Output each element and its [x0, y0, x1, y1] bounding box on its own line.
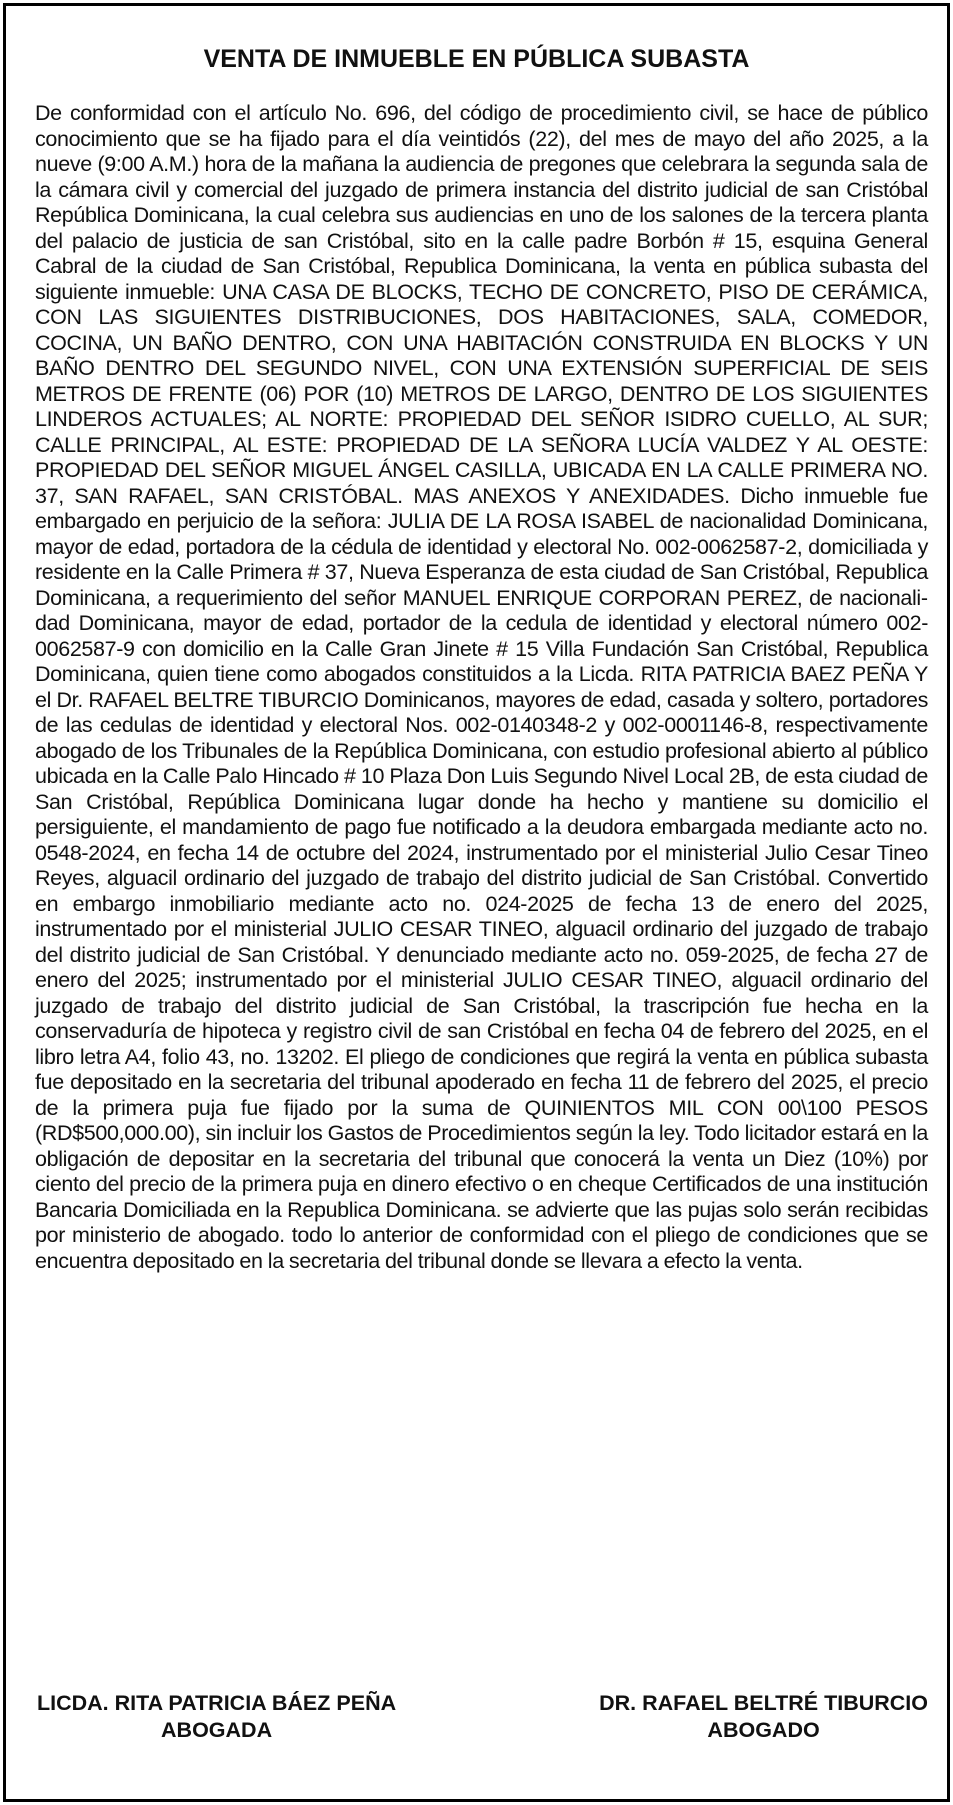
- signature-left: [37, 1690, 396, 1744]
- notice-body: De conformidad con el artículo No. 696, del código de procedimiento civil, se hace de público conocimiento que se ha fijado para el día veintidós (22), del mes de mayo del año 2025, a la nueve (9:00 A.M.) hora de la mañana la audiencia de pregones que celebrara la segunda sala de la cámara civil y comercial del juzgado de primera instancia del distrito judicial de san Cristóbal República Dominicana, la cual celebra sus audiencias en uno de los salones de la tercera planta del palacio de justicia de san Cristóbal, sito en la calle padre Borbón # 15, esquina General Cabral de la ciudad de San Cristóbal, Republica Dominicana, la venta en pública subasta del siguiente inmueble: UNA CASA DE BLOCKS, TECHO DE CONCRETO, PISO DE CERÁMICA, CON LAS SIGUIENTES DISTRIBUCIONES, DOS HABITACIONES, SALA, COMEDOR, COCINA, UN BAÑO DENTRO, CON UNA HABITACIÓN CONSTRUIDA EN BLOCKS Y UN BAÑO DENTRO DEL SEGUNDO NIVEL, CON UNA EXTENSIÓN SUPERFICIAL DE SEIS METROS DE FRENTE (06) POR (10) METROS DE LARGO, DENTRO DE LOS SIGUIENTES LINDEROS ACTUALES; AL NORTE: PROPIEDAD DEL SEÑOR ISIDRO CUELLO, AL SUR; CALLE PRINCIPAL, AL ESTE: PROPIEDAD DE LA SEÑORA LUCÍA VALDEZ Y AL OESTE: PROPIEDAD DEL SEÑOR MIGUEL ÁNGEL CASILLA, UBICADA EN LA CALLE PRIMERA NO. 37, SAN RAFAEL, SAN CRISTÓBAL. MAS ANEXOS Y ANEXIDADES. Dicho inmueble fue embargado en perjuicio de la señora: JULIA DE LA ROSA ISABEL de nacionalidad Dominicana, mayor de edad, portadora de la cédula de identidad y electoral No. 002-0062587-2, domiciliada y residente en la Calle Primera # 37, Nueva Esperanza de esta ciudad de San Cristóbal, Republica Dominicana, a requerimiento del señor MANUEL ENRIQUE CORPORAN PEREZ, de nacionalidad Dominicana, mayor de edad, portador de la cedula de identidad y electoral número 002-0062587-9 con domicilio en la Calle Gran Jinete # 15 Villa Fundación San Cristóbal, Republica Dominicana, quien tiene como abogados constituidos a la Licda. RITA PATRICIA BAEZ PEÑA Y el Dr. RAFAEL BELTRE TIBURCIO Dominicanos, mayores de edad, casada y soltero, portadores de las cedulas de identidad y electoral Nos. 002-0140348-2 y 002-0001146-8, respectivamente abogado de los Tribunales de la República Dominicana, con estudio profesional abierto al público ubicada en la Calle Palo Hincado # 10 Plaza Don Luis Segundo Nivel Local 2B, de esta ciudad de San Cristóbal, República Dominicana lugar donde ha hecho y mantiene su domicilio el persiguiente, el mandamiento de pago fue notificado a la deudora embargada mediante acto no. 0548-2024, en fecha 14 de octubre del 2024, instrumentado por el ministerial Julio Cesar Tineo Reyes, alguacil ordinario del juzgado de trabajo del distrito judicial de San Cristóbal. Convertido en embargo inmobiliario mediante acto no. 024-2025 de fecha 13 de enero del 2025, instrumentado por el ministerial JULIO CESAR TINEO, alguacil ordinario del juzgado de trabajo del distrito judicial de San Cristóbal. Y denunciado mediante acto no. 059-2025, de fecha 27 de enero del 2025; instrumentado por el ministerial JULIO CESAR TINEO, alguacil ordinario del juzgado de trabajo del distrito judicial de San Cristóbal, la trascripción fue hecha en la conservaduría de hipoteca y registro civil de san Cristóbal en fecha 04 de febrero del 2025, en el libro letra A4, folio 43, no. 13202. El pliego de condiciones que regirá la venta en pública subasta fue depositado en la secretaria del tribunal apoderado en fecha 11 de febrero del 2025, el precio de la primera puja fue fijado por la suma de QUINIENTOS MIL CON 00\100 PESOS (RD$500,000.00), sin incluir los Gastos de Procedimientos según la ley. Todo licitador estará en la obligación de depositar en la secretaria del tribunal que conocerá la venta un Diez (10%) por ciento del precio de la primera puja en dinero efectivo o en cheque Certificados de una institución Bancaria Domiciliada en la Republica Dominicana. se advierte que las pujas solo serán recibidas por ministerio de abogado. todo lo anterior de conformidad con el pliego de condiciones que se encuentra depositado en la secretaria del tribunal donde se llevara a efecto la venta.: [35, 101, 928, 1273]
- signature-role: ABOGADO: [707, 1718, 820, 1742]
- signature-name: DR. RAFAEL BELTRÉ TIBURCIO: [599, 1691, 928, 1715]
- legal-notice: [3, 3, 950, 1802]
- signature-right: [599, 1690, 928, 1744]
- signature-name: LICDA. RITA PATRICIA BÁEZ PEÑA: [37, 1691, 397, 1715]
- signature-role: ABOGADA: [161, 1718, 273, 1742]
- signature-block: [35, 1690, 928, 1744]
- notice-title: VENTA DE INMUEBLE EN PÚBLICA SUBASTA: [203, 45, 750, 73]
